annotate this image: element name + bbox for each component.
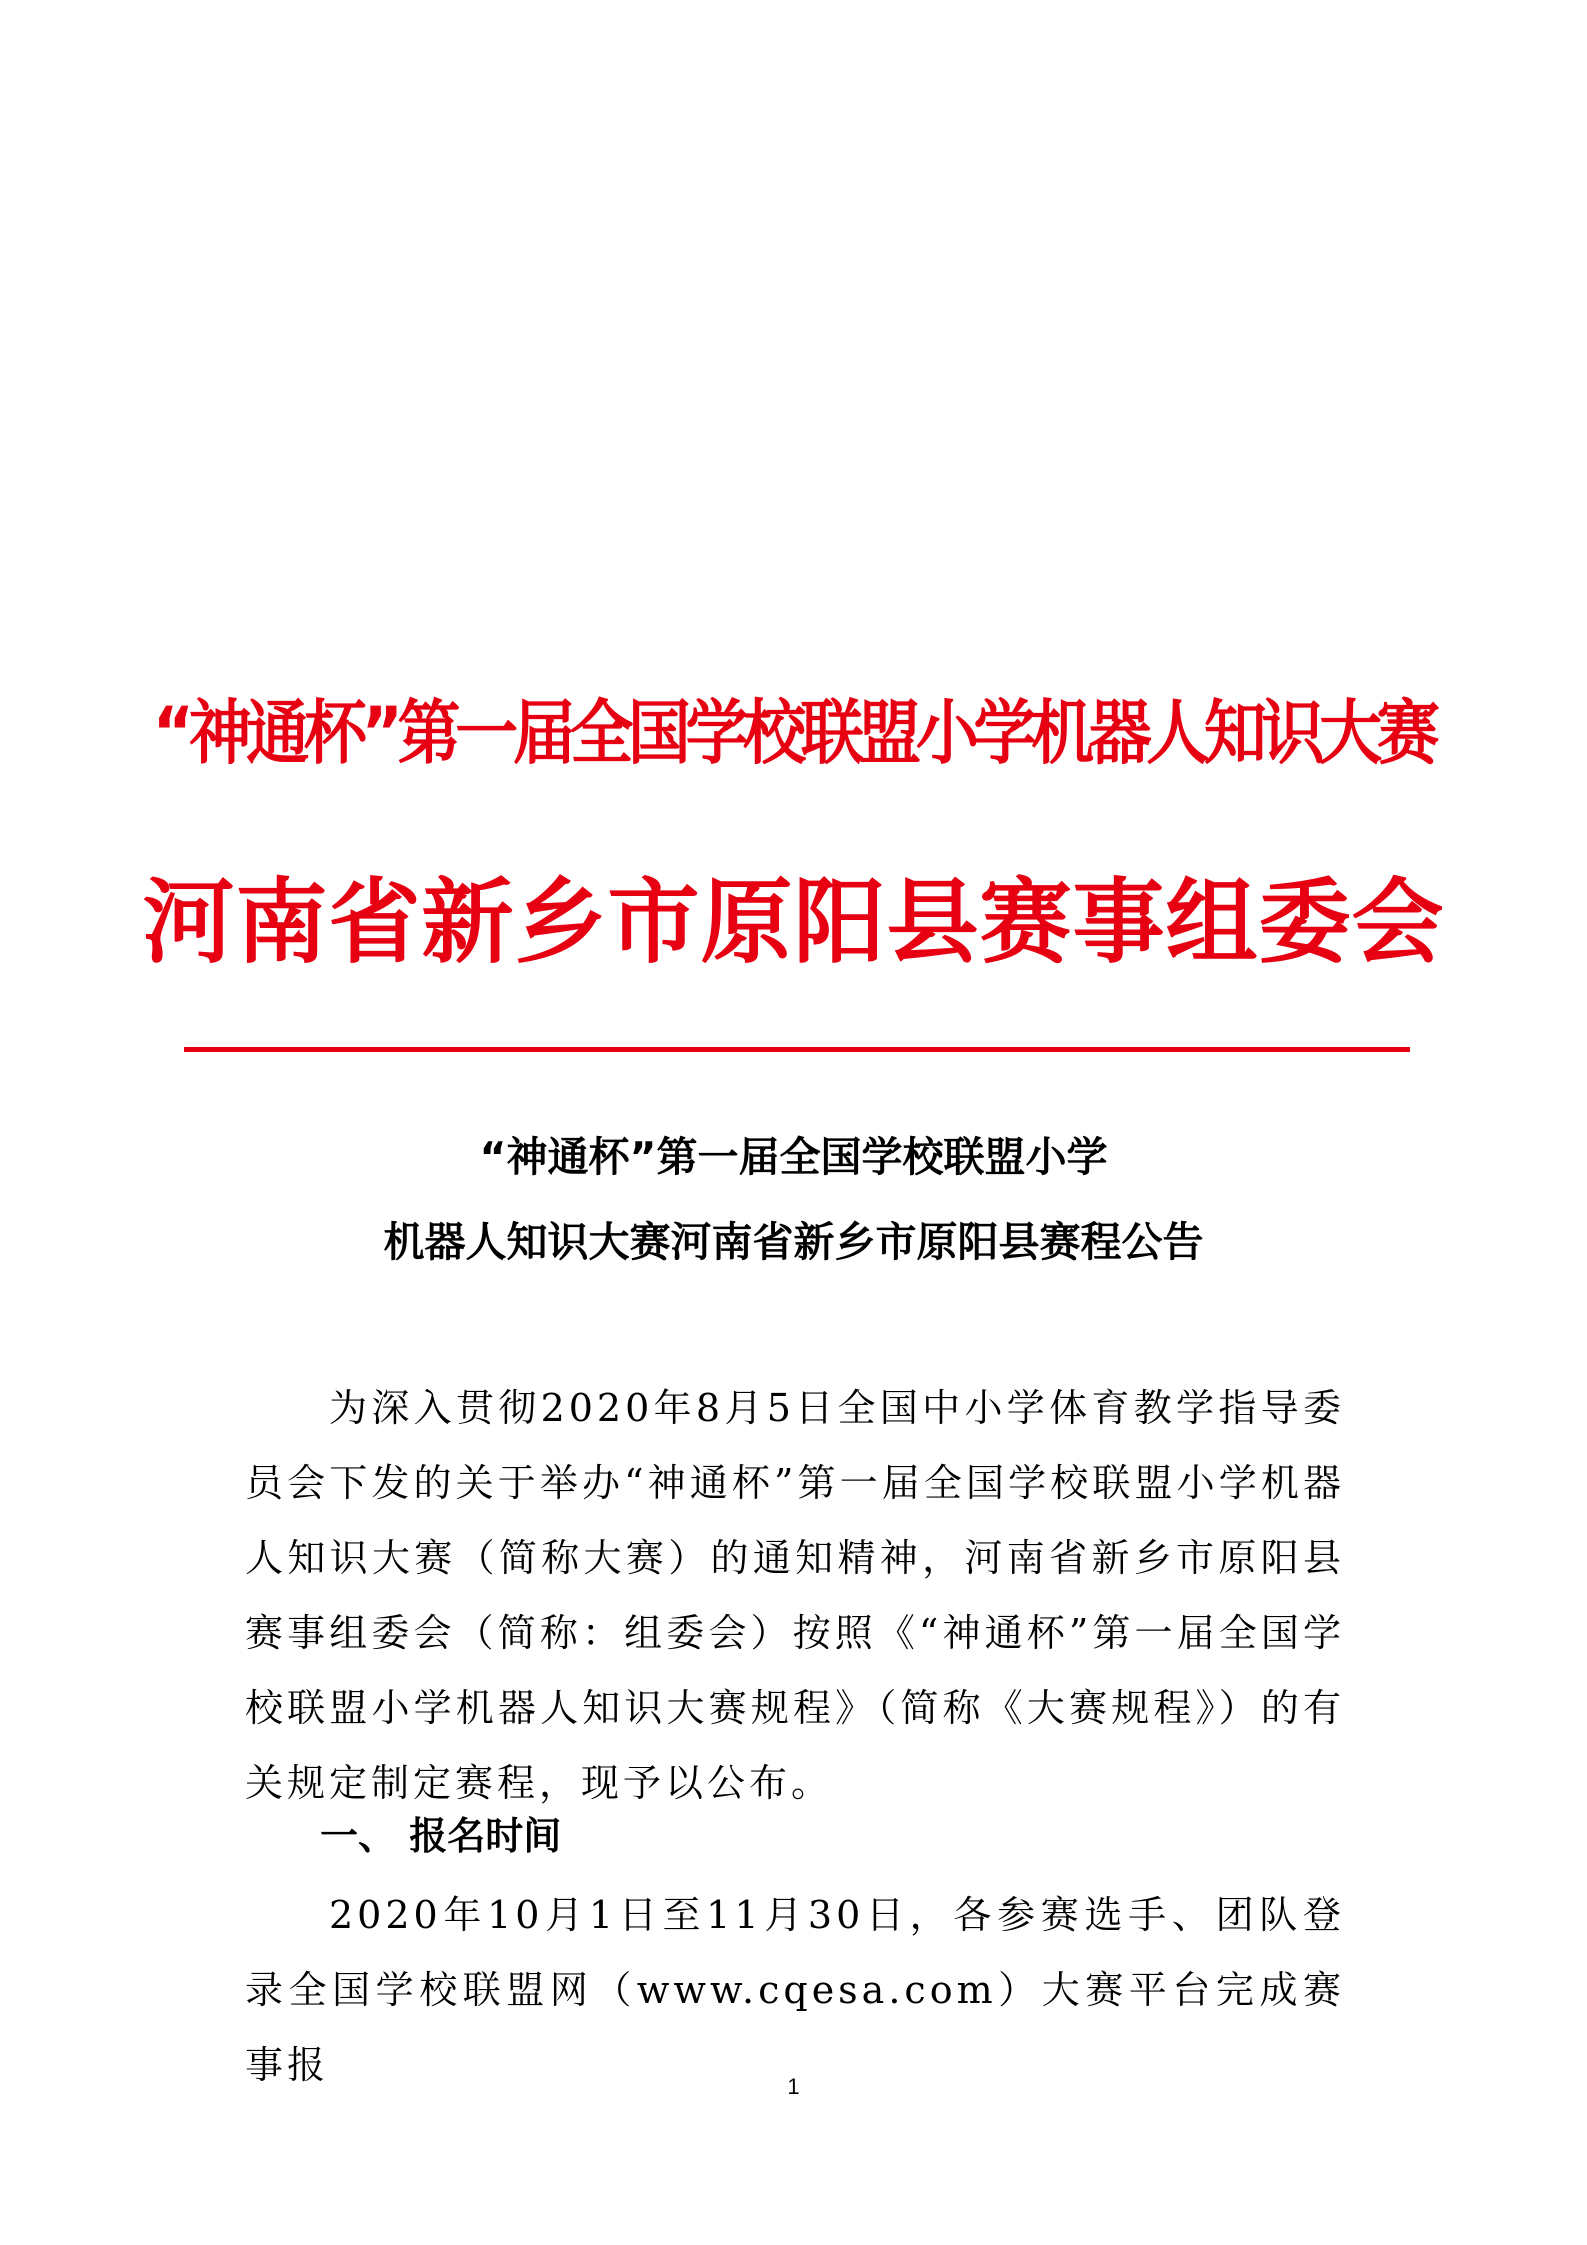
document-title-line-1: “神通杯”第一届全国学校联盟小学 — [479, 1133, 1108, 1181]
registration-time-paragraph: 2020年10月1日至11月30日，各参赛选手、团队登录全国学校联盟网（www.cqesa.com）大赛平台完成赛事报 — [245, 1893, 1345, 2087]
letterhead-committee-name: 河南省新乡市原阳县赛事组委会 — [142, 869, 1445, 976]
page-number: 1 — [787, 2074, 800, 2099]
document-title-line-2: 机器人知识大赛河南省新乡市原阳县赛程公告 — [383, 1218, 1204, 1266]
letterhead-red-divider — [184, 1047, 1410, 1052]
intro-paragraph: 为深入贯彻2020年8月5日全国中小学体育教学指导委员会下发的关于举办“神通杯”第一届全国学校联盟小学机器人知识大赛（简称大赛）的通知精神，河南省新乡市原阳县赛事组委会（简称：组委会）按照《“神通杯”第一届全国学校联盟小学机器人知识大赛规程》（简称《大赛规程》）的有关规定制定赛程，现予以公布。 — [245, 1386, 1345, 1805]
section-heading-registration-time: 一、 报名时间 — [320, 1814, 562, 1858]
letterhead-competition-name: “神通杯”第一届全国学校联盟小学机器人知识大赛 — [152, 692, 1435, 774]
